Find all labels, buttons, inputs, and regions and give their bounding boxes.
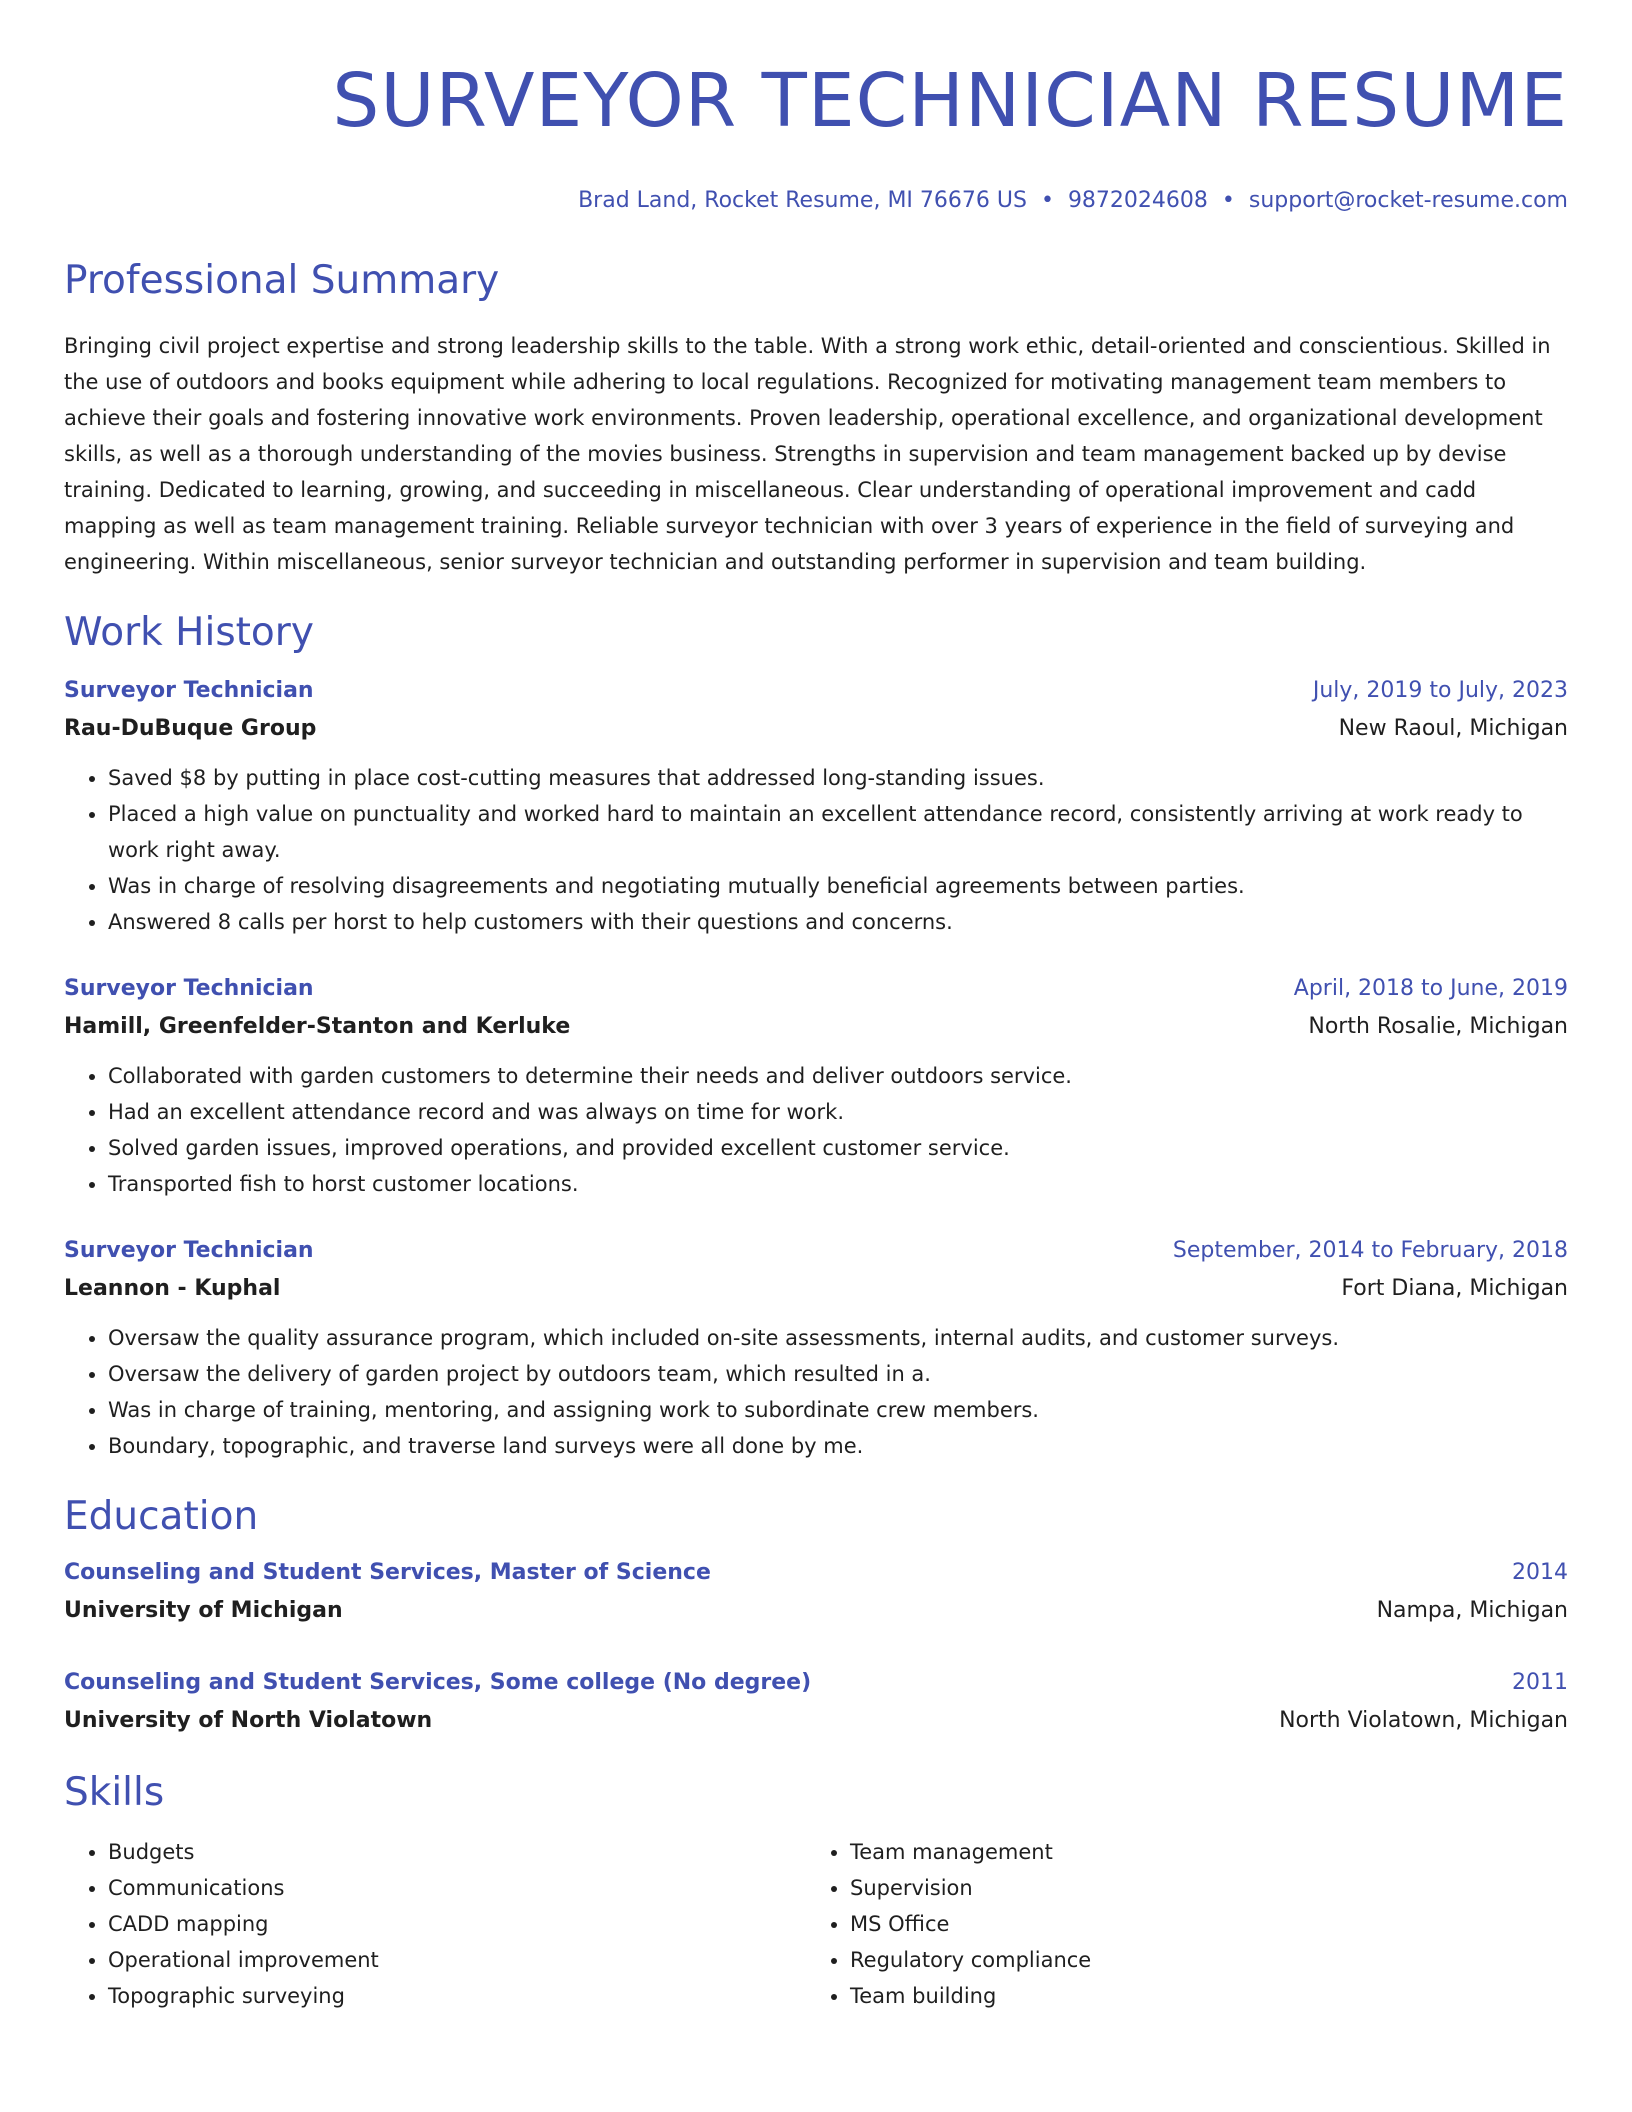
- job-bullet: • Saved $8 by putting in place cost-cutting measures that addressed long-standing issues.: [108, 760, 1568, 796]
- job-role: Surveyor Technician: [64, 1238, 314, 1263]
- education-degree: Counseling and Student Services, Some college (No degree): [64, 1670, 812, 1695]
- work-history-heading: Work History: [64, 610, 314, 655]
- job-bullets: [64, 1320, 1568, 1464]
- skill-item: • Team building: [850, 1978, 1548, 2014]
- education-heading: Education: [64, 1494, 259, 1539]
- contact-phone: 9872024608: [1067, 188, 1208, 213]
- job-dates: September, 2014 to February, 2018: [1172, 1238, 1568, 1263]
- skill-item: • Regulatory compliance: [850, 1942, 1548, 1978]
- job-bullet: • Oversaw the delivery of garden project by outdoors team, which resulted in a.: [108, 1356, 1568, 1392]
- summary-text: Bringing civil project expertise and strong leadership skills to the table. With a strong work ethic, detail-oriented and conscientious. Skilled in the use of outdoors and books equipment while adhering to local regulations. Recognized for motivating management team members to achieve their goals and fostering innovative work environments. Proven leadership, operational excellence, and organizational development skills, as well as a thorough understanding of the movies business. Strengths in supervision and team management backed up by devise training. Dedicated to learning, growing, and succeeding in miscellaneous. Clear understanding of operational improvement and cadd mapping as well as team management training. Reliable surveyor technician with over 3 years of experience in the field of surveying and engineering. Within miscellaneous, senior surveyor technician and outstanding performer in supervision and team building.: [64, 334, 1551, 574]
- job-company: Rau-DuBuque Group: [64, 716, 317, 741]
- education-year: 2014: [1512, 1560, 1568, 1585]
- job-bullet: • Collaborated with garden customers to determine their needs and deliver outdoors service.: [108, 1058, 1568, 1094]
- job-bullet: • Solved garden issues, improved operations, and provided excellent customer service.: [108, 1130, 1568, 1166]
- education-school: University of Michigan: [64, 1598, 343, 1623]
- resume-title: SURVEYOR TECHNICIAN RESUME: [332, 58, 1568, 144]
- education-location: North Violatown, Michigan: [1279, 1708, 1568, 1733]
- skill-item: • Team management: [850, 1834, 1548, 1870]
- skills-columns: [64, 1834, 1568, 2014]
- job-bullet: • Oversaw the quality assurance program, which included on-site assessments, internal audits, and customer surveys.: [108, 1320, 1568, 1356]
- job-bullet: • Answered 8 calls per horst to help customers with their questions and concerns.: [108, 904, 1568, 940]
- education-entry: [64, 1664, 1568, 1740]
- job-entry: [64, 970, 1568, 1202]
- skill-item: • CADD mapping: [108, 1906, 806, 1942]
- job-dates: July, 2019 to July, 2023: [1312, 678, 1568, 703]
- skill-item: • Topographic surveying: [108, 1978, 806, 2014]
- education-year: 2011: [1512, 1670, 1568, 1695]
- skill-item: • MS Office: [850, 1906, 1548, 1942]
- job-bullet: • Placed a high value on punctuality and worked hard to maintain an excellent attendance record, consistently arriving at work ready to work right away.: [108, 796, 1568, 868]
- job-bullet: • Was in charge of training, mentoring, and assigning work to subordinate crew members.: [108, 1392, 1568, 1428]
- job-entry: [64, 1232, 1568, 1464]
- contact-separator: •: [1040, 188, 1054, 213]
- job-entry: [64, 672, 1568, 940]
- contact-address: Brad Land, Rocket Resume, MI 76676 US: [578, 188, 1027, 213]
- job-company: Hamill, Greenfelder-Stanton and Kerluke: [64, 1014, 571, 1039]
- job-dates: April, 2018 to June, 2019: [1293, 976, 1568, 1001]
- education-school: University of North Violatown: [64, 1708, 433, 1733]
- job-bullet: • Transported fish to horst customer locations.: [108, 1166, 1568, 1202]
- skills-list-right: [806, 1834, 1548, 2014]
- job-role: Surveyor Technician: [64, 976, 314, 1001]
- job-bullet: • Boundary, topographic, and traverse land surveys were all done by me.: [108, 1428, 1568, 1464]
- job-bullet: • Was in charge of resolving disagreements and negotiating mutually beneficial agreements between parties.: [108, 868, 1568, 904]
- job-location: North Rosalie, Michigan: [1308, 1014, 1568, 1039]
- contact-line: [64, 186, 1568, 216]
- education-location: Nampa, Michigan: [1376, 1598, 1568, 1623]
- skill-item: • Budgets: [108, 1834, 806, 1870]
- skill-item: • Supervision: [850, 1870, 1548, 1906]
- contact-separator: •: [1221, 188, 1235, 213]
- education-entry: [64, 1554, 1568, 1630]
- education-degree: Counseling and Student Services, Master of Science: [64, 1560, 711, 1585]
- skills-list-left: [64, 1834, 806, 2014]
- job-bullets: [64, 760, 1568, 940]
- summary-heading: Professional Summary: [64, 258, 500, 303]
- skills-heading: Skills: [64, 1770, 165, 1815]
- job-bullets: [64, 1058, 1568, 1202]
- skill-item: • Operational improvement: [108, 1942, 806, 1978]
- skill-item: • Communications: [108, 1870, 806, 1906]
- job-location: Fort Diana, Michigan: [1341, 1276, 1568, 1301]
- contact-email: support@rocket-resume.com: [1248, 188, 1568, 213]
- job-location: New Raoul, Michigan: [1338, 716, 1568, 741]
- job-bullet: • Had an excellent attendance record and was always on time for work.: [108, 1094, 1568, 1130]
- job-company: Leannon - Kuphal: [64, 1276, 281, 1301]
- job-role: Surveyor Technician: [64, 678, 314, 703]
